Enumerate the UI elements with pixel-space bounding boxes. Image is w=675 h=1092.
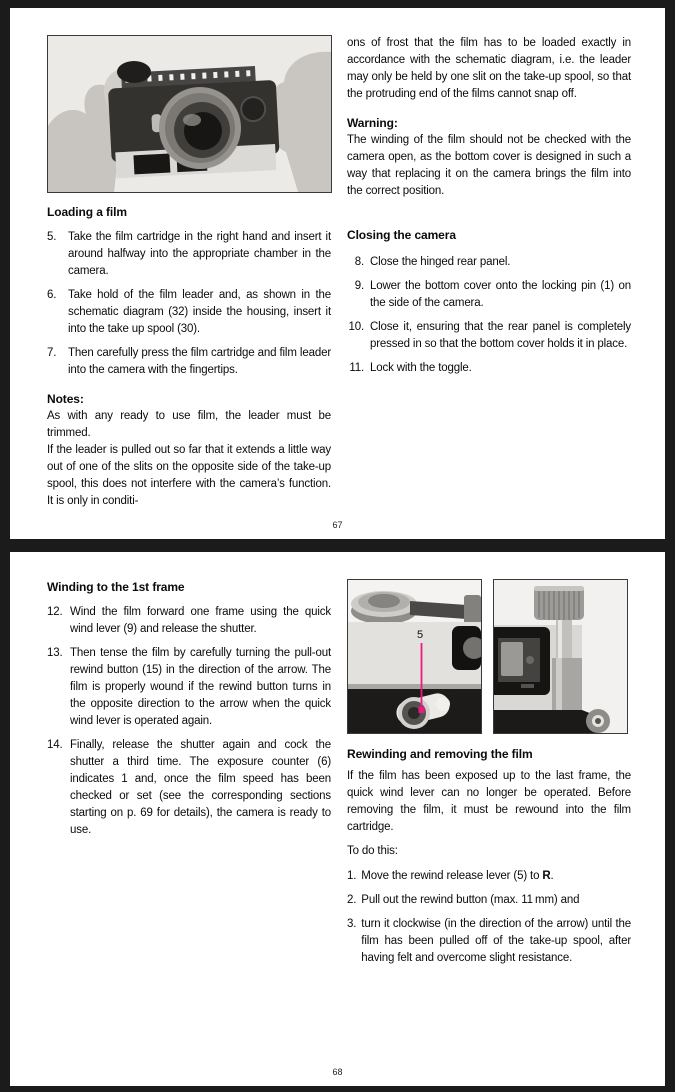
notes-paragraph-1: As with any ready to use film, the leader must be trimmed. [47,410,331,439]
list-item [347,254,631,271]
list-item-number: 2. [347,894,357,906]
list-item [47,229,331,280]
list-item [47,645,331,730]
page67-left-column [47,35,331,510]
list-item-text: Then tense the film by carefully turning the pull-out rewind button (15) in the direction of the arrow. The film is properly wound if the rewind button turns in the opposite direction to the arrow when the quick wind lever is operated again. [70,647,331,727]
section-heading-closing-the-camera: Closing the camera [347,228,456,242]
list-item-text: Wind the film forward one frame using the quick wind lever (9) and release the shutter. [70,606,331,635]
list-item-text: Take the film cartridge in the right hand and insert it around halfway into the appropriate chamber in the camera. [68,231,331,277]
list-item-number: 14. [47,739,63,751]
list-item-text: Lower the bottom cover onto the locking pin (1) on the side of the camera. [370,280,631,309]
winding-steps-list [47,604,331,839]
list-item-number: 12. [47,606,63,618]
photo-rewind-release-lever [347,579,482,734]
list-item-text: Pull out the rewind button (max. 11 mm) and [361,894,580,906]
list-item-text [361,868,631,885]
list-item [47,287,331,338]
list-item-text: Take hold of the film leader and, as shown in the schematic diagram (32) inside the housing, insert it into the take up spool (30). [68,289,331,335]
list-item-text-post: . [550,870,554,882]
hands-holding-camera-illustration [48,36,331,192]
list-item-text-bold-r: R [542,870,551,882]
page-number-68: 68 [332,1067,343,1077]
list-item-text: Then carefully press the film cartridge and film leader into the camera with the fingertips. [68,347,331,376]
photo-hands-holding-camera [47,35,332,193]
section-heading-warning: Warning: [347,116,398,130]
callout-label-5: 5 [416,629,424,641]
manual-page-68 [10,552,665,1086]
list-item-text: Close the hinged rear panel. [370,256,511,268]
section-heading-winding: Winding to the 1st frame [47,580,185,594]
rewinding-steps-list [347,868,631,967]
list-item [347,868,631,885]
page68-right-column [347,579,631,967]
list-item-number: 1. [347,870,357,882]
photo-rewind-knob-pulled-out [493,579,628,734]
list-item [47,737,331,839]
list-item [347,916,631,967]
list-item-number: 7. [47,347,57,359]
list-item-number: 10. [348,321,364,333]
rewinding-paragraph: If the film has been exposed up to the last frame, the quick wind lever can no longer be operated. Before removing the film, it must be rewound into the film cartridge. [347,770,631,833]
lever-letter-r: R [446,691,457,699]
list-item [47,345,331,379]
page67-right-column [347,35,631,377]
page-number-67: 67 [332,520,343,530]
list-item [347,360,631,377]
section-heading-loading-a-film: Loading a film [47,205,127,219]
list-item [347,319,631,353]
rewind-knob-illustration [494,580,627,733]
list-item-text: turn it clockwise (in the direction of the arrow) until the film has been pulled off of the take-up spool, after having felt and overcome slight resistance. [361,918,631,964]
page68-left-column [47,579,331,839]
list-item-text: Close it, ensuring that the rear panel is completely pressed in so that the bottom cover holds it in place. [370,321,631,350]
list-item [347,892,631,909]
to-do-this-line: To do this: [347,845,398,857]
continuation-paragraph: ons of frost that the film has to be loaded exactly in accordance with the schematic diagram, i.e. the leader may only be held by one slit on the take-up spool, so that the protruding end of the films cannot snap off. [347,37,631,100]
list-item-text: Lock with the toggle. [370,362,472,374]
pink-pointer-tip [419,707,425,713]
section-heading-rewinding: Rewinding and removing the film [347,747,533,761]
manual-page-67 [10,8,665,539]
list-item-text-pre: Move the rewind release lever (5) to [361,870,543,882]
list-item-number: 9. [354,280,364,292]
detail-photos-row [347,579,631,734]
list-item-number: 13. [47,647,63,659]
list-item-number: 3. [347,918,357,930]
list-item-number: 6. [47,289,57,301]
list-item-number: 8. [354,256,364,268]
closing-steps-list [347,254,631,377]
section-heading-notes: Notes: [47,392,84,406]
rewind-release-lever-illustration [348,580,481,733]
list-item-text: Finally, release the shutter again and cock the shutter a third time. The exposure counter (6) indicates 1 and, once the film speed has been checked or set (see the corresponding sections starting on p. 69 for details), the camera is ready to use. [70,739,331,836]
warning-paragraph: The winding of the film should not be checked with the camera open, as the bottom cover is designed in such a way that replacing it on the camera brings the film into the correct position. [347,134,631,197]
list-item [47,604,331,638]
list-item [347,278,631,312]
list-item-number: 11. [349,362,364,374]
loading-steps-list [47,229,331,379]
list-item-number: 5. [47,231,57,243]
notes-paragraph-2: If the leader is pulled out so far that it extends a little way out of one of the slits on the opposite side of the take-up spool, this does not interfere with the camera’s function. It is only in conditi- [47,444,331,507]
